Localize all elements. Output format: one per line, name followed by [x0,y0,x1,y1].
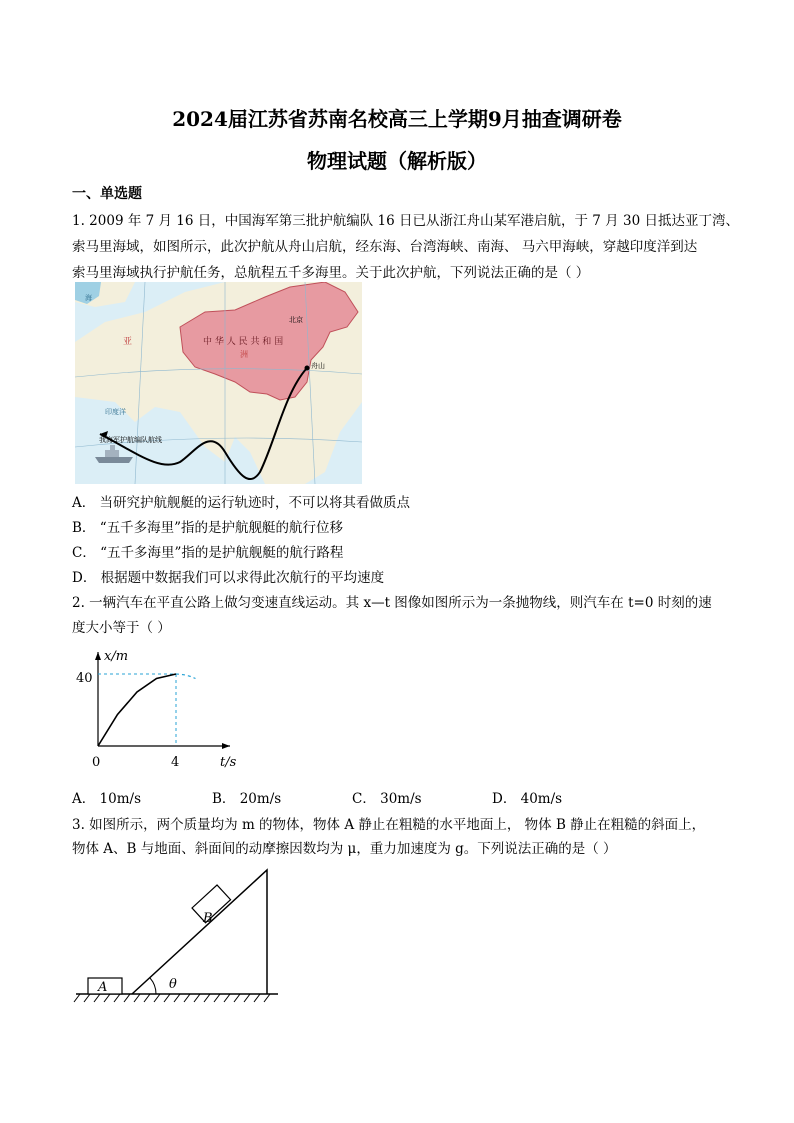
zhou-label: 洲 [240,350,248,359]
parabola-curve [98,674,176,746]
zhoushan-dot [305,366,310,371]
y-axis-label: x/m [104,649,129,664]
q1-option-a: A． 当研究护航舰艇的运行轨迹时，不可以将其看做质点 [72,495,411,511]
asia-label: 亚 [123,337,133,347]
q2-option-d: D． 40m/s [492,791,563,807]
origin-label: 0 [92,755,101,770]
sea-label: 海 [85,294,92,302]
q1-map-figure [75,282,362,484]
x-axis-arrow [222,743,230,749]
q3-incline-figure [72,860,292,1012]
q2-line: 2. 一辆汽车在平直公路上做匀变速直线运动。其 x—t 图像如图所示为一条抛物线，则汽车在 t=0 时刻的速 [72,595,712,611]
q1-option-d: D． 根据题中数据我们可以求得此次航行的平均速度 [72,570,385,586]
y-tick-label: 40 [76,671,93,686]
ground-hatch [74,994,270,1002]
angle-arc [150,978,156,994]
x-tick-label: 4 [171,755,180,770]
block-b-label: B [203,911,213,926]
page-title: 2024届江苏省苏南名校高三上学期9月抽查调研卷 [172,107,622,131]
route-label: 我海军护航编队航线 [99,436,162,444]
zhoushan-label: 舟山 [311,362,325,370]
q3-line: 3. 如图所示，两个质量均为 m 的物体，物体 A 静止在粗糙的水平地面上， 物体 B 静止在粗糙的斜面上， [72,817,706,833]
country-label: 中 华 人 民 共 和 国 [203,337,284,347]
q2-option-a: A． 10m/s [72,791,141,807]
parabola-continuation [176,674,196,679]
q2-option-c: C． 30m/s [352,791,422,807]
q1-option-c: C． “五千多海里”指的是护航舰艇的航行路程 [72,545,344,561]
q2-xt-graph [70,644,270,774]
q1-line: 1. 2009 年 7 月 16 日，中国海军第三批护航编队 16 日已从浙江舟山某军港启航，于 7 月 30 日抵达亚丁湾、 [72,213,739,229]
q1-line: 索马里海域执行护航任务，总航程五千多海里。关于此次护航，下列说法正确的是（ ） [72,265,590,281]
angle-label: θ [169,977,177,992]
block-a-label: A [98,980,108,995]
x-axis-label: t/s [220,755,237,770]
incline [132,870,267,994]
q2-line: 度大小等于（ ） [72,620,171,636]
q2-option-b: B． 20m/s [212,791,282,807]
q1-line: 索马里海域，如图所示，此次护航从舟山启航，经东海、台湾海峡、南海、 马六甲海峡，穿越印度洋到达 [72,239,698,255]
y-axis-arrow [95,652,101,660]
q3-line: 物体 A、B 与地面、斜面间的动摩擦因数均为 μ，重力加速度为 g。下列说法正确的是（ ） [72,841,617,857]
page-subtitle: 物理试题（解析版） [307,149,487,173]
section-heading: 一、单选题 [72,186,142,202]
beijing-label: 北京 [289,316,303,324]
q1-option-b: B． “五千多海里”指的是护航舰艇的航行位移 [72,520,344,536]
indian-ocean-label: 印度洋 [105,408,126,416]
